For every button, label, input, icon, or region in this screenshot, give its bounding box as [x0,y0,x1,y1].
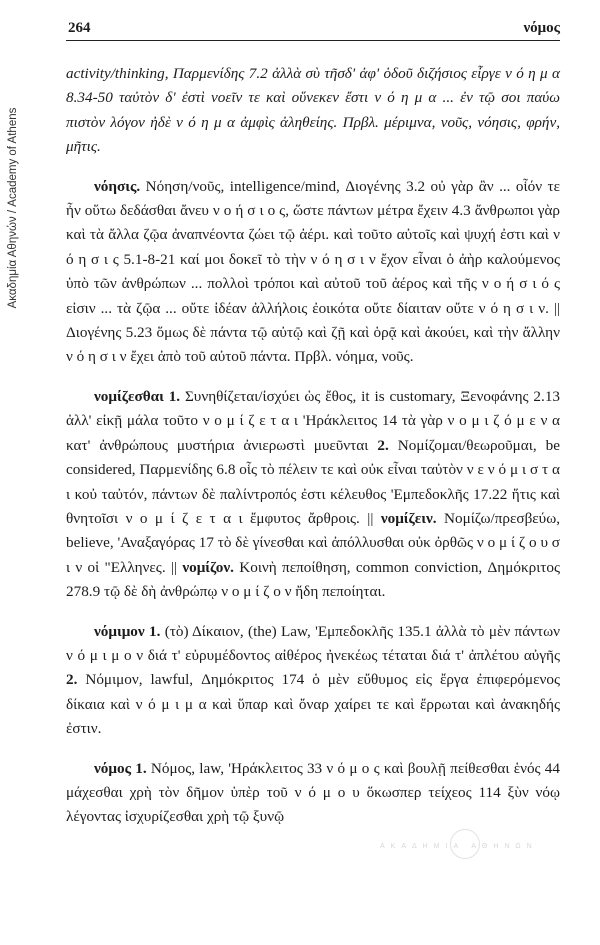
entry-text: activity/thinking, Παρμενίδης 7.2 ἀλλὰ σὺ τῆσδ' ἀφ' ὁδοῦ διζήσιος εἶργε ν ό η μ α 8.34-50 ταὐτὸν δ' ἐστὶ νοεῖν τε καὶ οὕνεκεν ἔστι ν ό η μ α ... ἐν τῷ σοι παύω πιστὸν λόγον ἠδὲ ν ό η μ α ἀμφὶς ἀληθείης. Πρβλ. μέριμνα, νοῦς, νόησις, φρήν, μῆτις. [66,65,560,156]
watermark-text: ΑΚΑΔΗΜΙΑ ΑΘΗΝΩΝ [380,843,538,850]
subentry-headword: νομίζειν. [380,509,437,527]
subentry-text: Κοινὴ πεποίθηση, common conviction, Δημόκριτος 278.9 τῷ δὲ δὴ ἀνθρώπῳ ν ο μ ί ζ ο ν ἤδη πεποίηται. [66,558,561,601]
seal-icon [450,829,480,859]
entry-noesis [66,175,560,370]
running-header [66,14,560,41]
entry-headword: νομίζεσθαι 1. [94,387,181,405]
entry-headword: νόησις. [94,177,141,195]
entry-nomizesthai [66,385,560,605]
page-number: 264 [68,20,91,36]
sense-text: Νόμιμον, lawful, Δημόκριτος 174 ὁ μὲν εὔθυμος εἰς ἔργα ἐπιφερόμενος δίκαια καὶ ν ό μ ι μ α καὶ ὕπαρ καὶ ὄναρ χαίρει τε καὶ ἔρρωται καὶ ἀνακηδής ἐστιν. [66,671,561,738]
entry-nomimon [66,620,560,742]
entry-nomos [66,757,560,830]
side-credit-text: Ακαδημία Αθηνών / Academy of Athens [7,107,19,309]
side-credit [2,18,24,398]
entry-text: (τὸ) Δίκαιον, (the) Law, 'Εμπεδοκλῆς 135.1 ἀλλὰ τὸ μὲν πάντων ν ό μ ι μ ο ν διά τ' εὐρυμέδοντος αἰθέρος ἠνεκέως τέταται διά τ' ἀπλέτου αὐγῆς [66,622,561,664]
sense-text: Νομίζομαι/θεωροῦμαι, be considered, Παρμενίδης 6.8 οἷς τὸ πέλειν τε καὶ οὐκ εἶναι ταὐτὸν ν ε ν ό μ ι σ τ α ι κοὐ ταὐτόν, πάντων δὲ παλίντροπός ἐστι κέλευθος 'Εμπεδοκλῆς 17.22 ἥτις καὶ θνητοῖσι ν ο μ ί ζ ε τ α ι ἔμφυτος ἄρθροις. || [66,436,560,527]
watermark [380,843,538,850]
sense-number: 2. [66,671,78,689]
entry-text: Νόμος, law, 'Ηράκλειτος 33 ν ό μ ο ς καὶ βουλῇ πείθεσθαι ἑνός 44 μάχεσθαι χρὴ τὸν δῆμον ὑπὲρ τοῦ ν ό μ ο υ ὅκωσπερ τείχεος 114 ξὺν νόῳ λέγοντας ἰσχυρίζεσθαι χρὴ τῷ ξυνῷ [66,759,560,826]
running-headword: νόμος [523,20,560,36]
entry-headword: νόμιμον 1. [94,622,161,640]
subentry-headword: νομίζον. [182,558,234,576]
entry-headword: νόμος 1. [94,759,147,777]
entry-text: Νόηση/νοῦς, intelligence/mind, Διογένης 3.2 οὐ γὰρ ἂν ... οἷόν τε ἦν οὕτω δεδάσθαι ἄνευ ν ο ή σ ι ο ς, ὥστε πάντων μέτρα ἔχειν 4.3 ἄνθρωποι γὰρ καὶ τὰ ἄλλα ζῷα ἀναπνέοντα ζώει τῷ ἀέρι. καὶ τοῦτο αὐτοῖς καὶ ψυχή ἐστι καὶ ν ό η σ ι ς 5.1-8-21 καί μοι δοκεῖ τὸ τὴν ν ό η σ ι ν ἔχον εἶναι ὁ ἀὴρ καλούμενος ὑπὸ τῶν ἀνθρώπων ... πολλοὶ τρόποι καὶ αὐτοῦ τοῦ ἀέρος καὶ τῆς ν ο ή σ ι ό ς εἰσιν ... τὰ ζῷα ... οὔτε ἰδέαν ἀλλήλοις ἐοικότα οὔτε δίαιταν οὔτε ν ό η σ ι ν. || Διογένης 5.23 ὅμως δὲ πάντα τῷ αὐτῷ καὶ ζῇ καὶ ὁρᾷ καὶ ἀκούει, καὶ τὴν ἄλλην ν ό η σ ι ν ἔχει ἀπὸ τοῦ αὐτοῦ πάντα. Πρβλ. νόημα, νοῦς. [66,177,561,366]
entry-continued [66,62,560,160]
subentry-text: Νομίζω/πρεσβεύω, believe, 'Αναξαγόρας 17 τὸ δὲ γίνεσθαι καὶ ἀπόλλυσθαι οὐκ ὀρθῶς ν ο μ ί ζ ο υ σ ι ν οἱ "Ελληνες. || [66,509,560,576]
sense-number: 2. [377,436,389,454]
entries-column [66,62,560,845]
entry-text: Συνηθίζεται/ἰσχύει ὡς ἔθος, it is customary, Ξενοφάνης 2.13 ἀλλ' εἰκῇ μάλα τοῦτο ν ο μ ί ζ ε τ α ι 'Ηράκλειτος 14 τὰ γὰρ ν ο μ ι ζ ό μ ε ν α κατ' ἀνθρώπους μυστήρια ἀνιερωστὶ μυεῦνται [66,387,561,454]
